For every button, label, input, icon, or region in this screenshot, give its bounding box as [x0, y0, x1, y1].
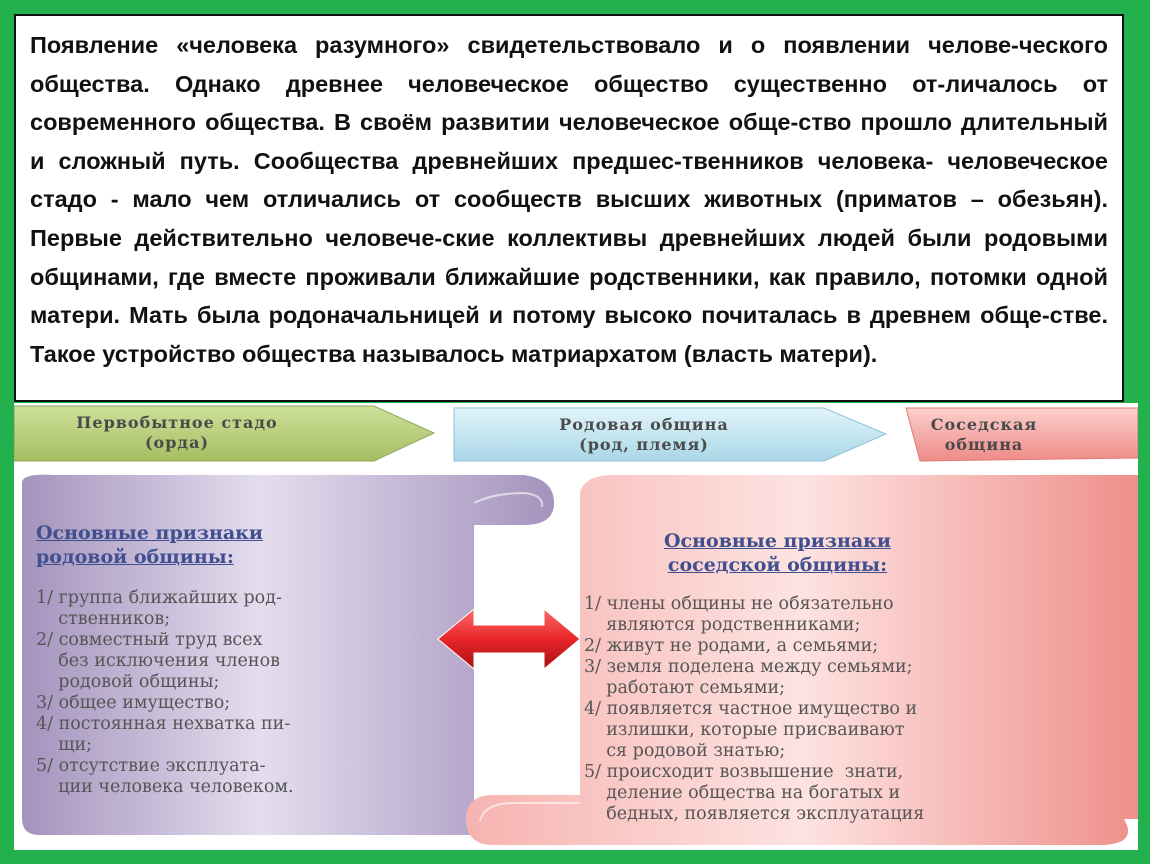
- list-item: являются родственниками;: [584, 615, 861, 635]
- list-item: ся родовой знатью;: [584, 741, 786, 761]
- list-item: 2/ совместный труд всех: [36, 630, 263, 650]
- list-item: деление общества на богатых и: [584, 783, 901, 803]
- list-item: излишки, которые присваивают: [584, 720, 905, 740]
- list-item: 2/ живут не родами, а семьями;: [584, 636, 879, 656]
- list-item: работают семьями;: [584, 678, 786, 698]
- list-item: без исключения членов: [36, 651, 280, 671]
- left-card-title: Основные признаки родовой общины:: [36, 522, 263, 568]
- main-paragraph: Появление «человека разумного» свидетельствовало и о появлении челове-ческого общества. Однако древнее человеческое общество существенно от-личалось от современного общества. В своём развитии человеческое обще-ство прошло длительный и сложный путь. Сообщества древнейших предшес-твенников человека- человеческое стадо - мало чем отличались от сообществ высших животных (приматов – обезьян). Первые действительно человече-ские коллективы древнейших людей были родовыми общинами, где вместе проживали ближайшие родственники, как правило, потомки одной матери. Мать была родоначальницей и потому высоко почиталась в древнем обще-стве. Такое устройство общества называлось матриархатом (власть матери).: [30, 32, 1108, 367]
- list-item: родовой общины;: [36, 672, 220, 692]
- list-item: 5/ происходит возвышение знати,: [584, 762, 904, 782]
- list-item: 4/ постоянная нехватка пи-: [36, 714, 291, 734]
- right-card-list: [584, 594, 1134, 825]
- list-item: щи;: [36, 735, 93, 755]
- stage-label-horde: Первобытное стадо (орда): [76, 413, 278, 452]
- stage-label-neighbour-community: Соседская община: [930, 415, 1038, 454]
- list-item: 1/ члены общины не обязательно: [584, 594, 894, 614]
- list-item: 4/ появляется частное имущество и: [584, 699, 918, 719]
- list-item: бедных, появляется эксплуатация: [584, 804, 925, 824]
- text-panel: [14, 14, 1124, 402]
- development-diagram: [14, 403, 1138, 850]
- left-card-list: [36, 588, 466, 798]
- stage-label-clan-community: Родовая община (род, племя): [559, 415, 729, 454]
- right-card-title: Основные признаки соседской общины:: [664, 530, 891, 576]
- list-item: 1/ группа ближайших род-: [36, 588, 282, 608]
- list-item: ции человека человеком.: [36, 777, 294, 797]
- list-item: ственников;: [36, 609, 171, 629]
- list-item: 5/ отсутствие эксплуата-: [36, 756, 266, 776]
- list-item: 3/ общее имущество;: [36, 693, 231, 713]
- list-item: 3/ земля поделена между семьями;: [584, 657, 913, 677]
